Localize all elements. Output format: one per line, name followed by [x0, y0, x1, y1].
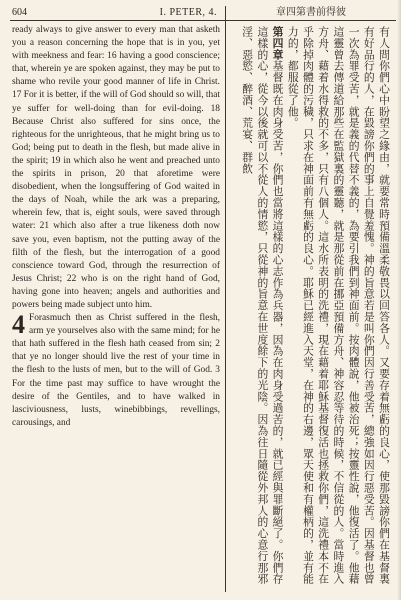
chinese-paragraph-2-text: 基督既在肉身受苦，你們也當將這樣的心志作為兵器，因為在肉身受過苦的，就已經與罪斷絕了。你們存這樣的心，從今以後就可以不從人的情慾，只從神的旨意在世度餘下的光陰。因為往日隨從外邦人的心意行那邪淫、惡慾、醉酒、荒宴、群飲 — [241, 26, 285, 585]
running-title: I. PETER, 4. — [159, 7, 217, 18]
english-running-header — [10, 6, 225, 21]
english-paragraph-2-text: Forasmuch then as Christ suffered in the flesh, arm ye yourselves also with the same mind; for he that hath suffered in the flesh hath ceased from sin; 2 that ye no longer should live the rest of your time in the flesh to the lusts of men, but to the will of God. 3 For the time past may suffice to have wrought the desire of the Gentiles, and to have walked in lasciviousness, lusts, winebibbings, revellings, carousings, and — [12, 313, 220, 428]
english-paragraph-1: ready always to give answer to every man that asketh you a reason concerning the hope that is in you, yet with meekness and fear: 16 having a good conscience; that, wherein ye are spoken against, they may be put to shame who revile your good manner of life in Christ. 17 For it is better, if the will of God should so will, that ye suffer for well-doing than for evil-doing. 18 Because Christ also suffered for sins once, the righteous for the unrighteous, that he might bring us to God; being put to death in the flesh, but made alive in the spirit; 19 in which also he went and preached unto the spirits in prison, 20 that aforetime were disobedient, when the longsuffering of God waited in the days of Noah, while the ark was a preparing, wherein few, that is, eight souls, were saved through water: 21 which also after a true likeness doth now save you, even baptism, not the putting away of the filth of the flesh, but the interrogation of a good conscience toward God, through the resurrection of Jesus Christ; 22 who is on the right hand of God, having gone into heaven; angels and authorities and powers being made subject unto him. — [12, 25, 220, 310]
page-number: 604 — [12, 7, 27, 18]
chinese-running-header: 章四第書前得彼 — [226, 6, 396, 21]
chinese-chapter-heading: 第四章 — [271, 26, 285, 61]
column-divider — [225, 6, 226, 592]
english-paragraph-2 — [12, 312, 220, 430]
page-edge-shadow — [397, 0, 401, 600]
english-text-column — [12, 24, 220, 430]
chinese-text-column — [232, 26, 392, 586]
chapter-number: 4 — [12, 310, 25, 340]
chinese-paragraph-1: 有人問你們心中盼望之緣由，就要常時預備溫柔敬畏以回答各人。又要存着無虧的良心，使那毀謗你們在基督裏有好品行的人，在毀謗你們的事上自覺羞愧。神的旨意若是叫你們因行善受苦，總強如因行惡受苦。因基督也曾一次為罪受苦，就是義的代替不義的，為要引我們到神面前。按肉體說，他被治死；按靈性說，他復活了。他藉這靈曾去傳道給那些在監獄裏的靈聽，就是那從前在挪亞預備方舟、神容忍等待的時候，不信從的人。當時進入方舟、藉着水得救的不多，只有八個人。這水所表明的洗禮，現在藉着耶穌基督復活也拯救你們，這洗禮本不在乎除掉肉體的污穢，只求在神面前有無虧的良心。耶穌已經進入天堂，在神的右邊，眾天使和有權柄的，並有能力的，都服從了他。 — [286, 26, 391, 585]
chinese-paragraph-2 — [240, 26, 286, 586]
